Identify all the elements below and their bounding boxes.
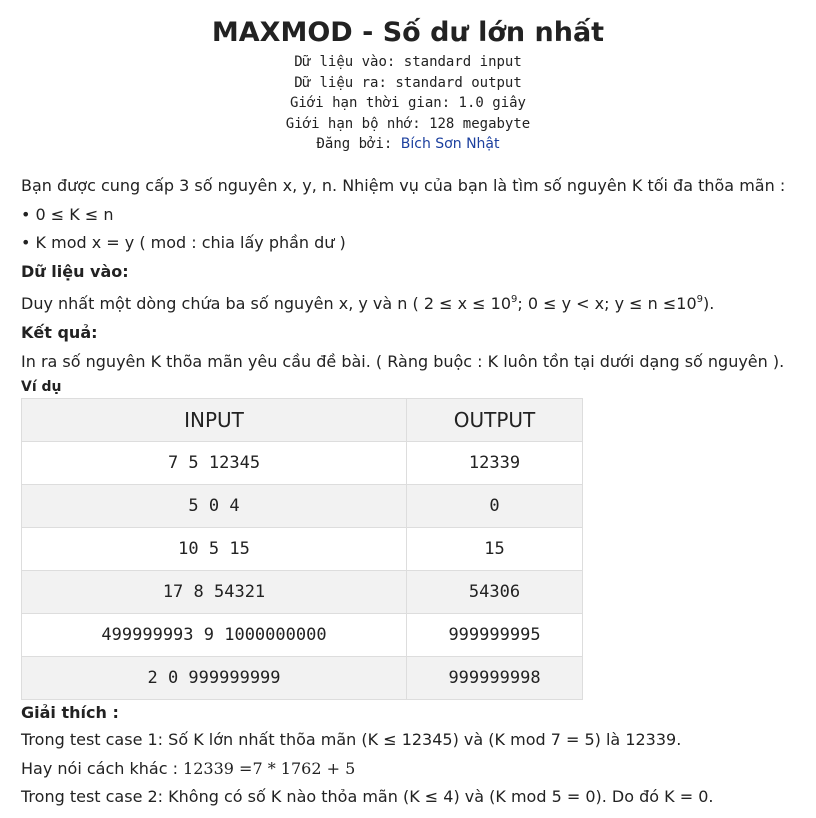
example-table [21,398,583,700]
example-heading: Ví dụ [21,379,62,395]
example-input: 10 5 15 [22,528,407,571]
input-description [21,286,801,319]
column-header-output: OUTPUT [407,399,583,442]
explanation-line-2 [21,755,801,784]
example-input: 7 5 12345 [22,442,407,485]
author-link[interactable]: Bích Sơn Nhật [400,136,500,152]
input-exp-2: 9 [696,294,704,305]
input-exp-1: 9 [511,294,518,305]
example-output: 0 [407,485,583,528]
output-source: Dữ liệu ra: standard output [294,74,522,91]
example-output: 12339 [407,442,583,485]
input-source: Dữ liệu vào: standard input [294,54,522,70]
explanation-heading: Giải thích : [21,703,119,722]
memory-limit: Giới hạn bộ nhớ: 128 megabyte [285,115,531,132]
example-output: 999999995 [407,614,583,657]
example-input: 17 8 54321 [22,571,407,614]
condition-1: • 0 ≤ K ≤ n [21,204,114,224]
posted-by-label: Đăng bởi: [316,136,393,152]
intro-text: Bạn được cung cấp 3 số nguyên x, y, n. Nhiệm vụ của bạn là tìm số nguyên K tối đa thõa mãn : [21,176,786,195]
posted-by [0,134,816,155]
column-header-input: INPUT [22,399,407,442]
output-heading: Kết quả: [21,323,98,342]
table-row [22,657,583,700]
example-input: 2 0 999999999 [22,657,407,700]
table-row [22,614,583,657]
explanation-line-1: Trong test case 1: Số K lớn nhất thõa mãn (K ≤ 12345) và (K mod 7 = 5) là 12339. [21,730,682,749]
input-text-b: ; 0 ≤ y < x; y ≤ n ≤10 [517,294,697,313]
time-limit: Giới hạn thời gian: 1.0 giây [289,95,526,111]
explanation-formula: 12339 =7 * 1762 + 5 [183,758,356,778]
table-row [22,485,583,528]
input-text-a: Duy nhất một dòng chứa ba số nguyên x, y và n ( 2 ≤ x ≤ 10 [21,294,511,313]
example-output: 15 [407,528,583,571]
table-row [22,442,583,485]
example-output: 54306 [407,571,583,614]
condition-2: • K mod x = y ( mod : chia lấy phần dư ) [21,233,346,252]
input-text-c: ). [703,294,715,313]
table-header-row [22,399,583,442]
explanation-line-2-prefix: Hay nói cách khác : [21,758,184,778]
input-heading: Dữ liệu vào: [21,261,129,281]
explanation-line-3: Trong test case 2: Không có số K nào thỏa mãn (K ≤ 4) và (K mod 5 = 0). Do đó K = 0. [21,787,714,806]
problem-statement [21,172,801,812]
example-input: 5 0 4 [22,485,407,528]
table-row [22,571,583,614]
example-output: 999999998 [407,657,583,700]
example-input: 499999993 9 1000000000 [22,614,407,657]
problem-header [0,0,816,155]
output-description: In ra số nguyên K thõa mãn yêu cầu đề bài. ( Ràng buộc : K luôn tồn tại dưới dạng số nguyên ). [21,351,785,371]
problem-title: MAXMOD - Số dư lớn nhất [211,17,605,48]
table-row [22,528,583,571]
problem-meta [0,52,816,155]
